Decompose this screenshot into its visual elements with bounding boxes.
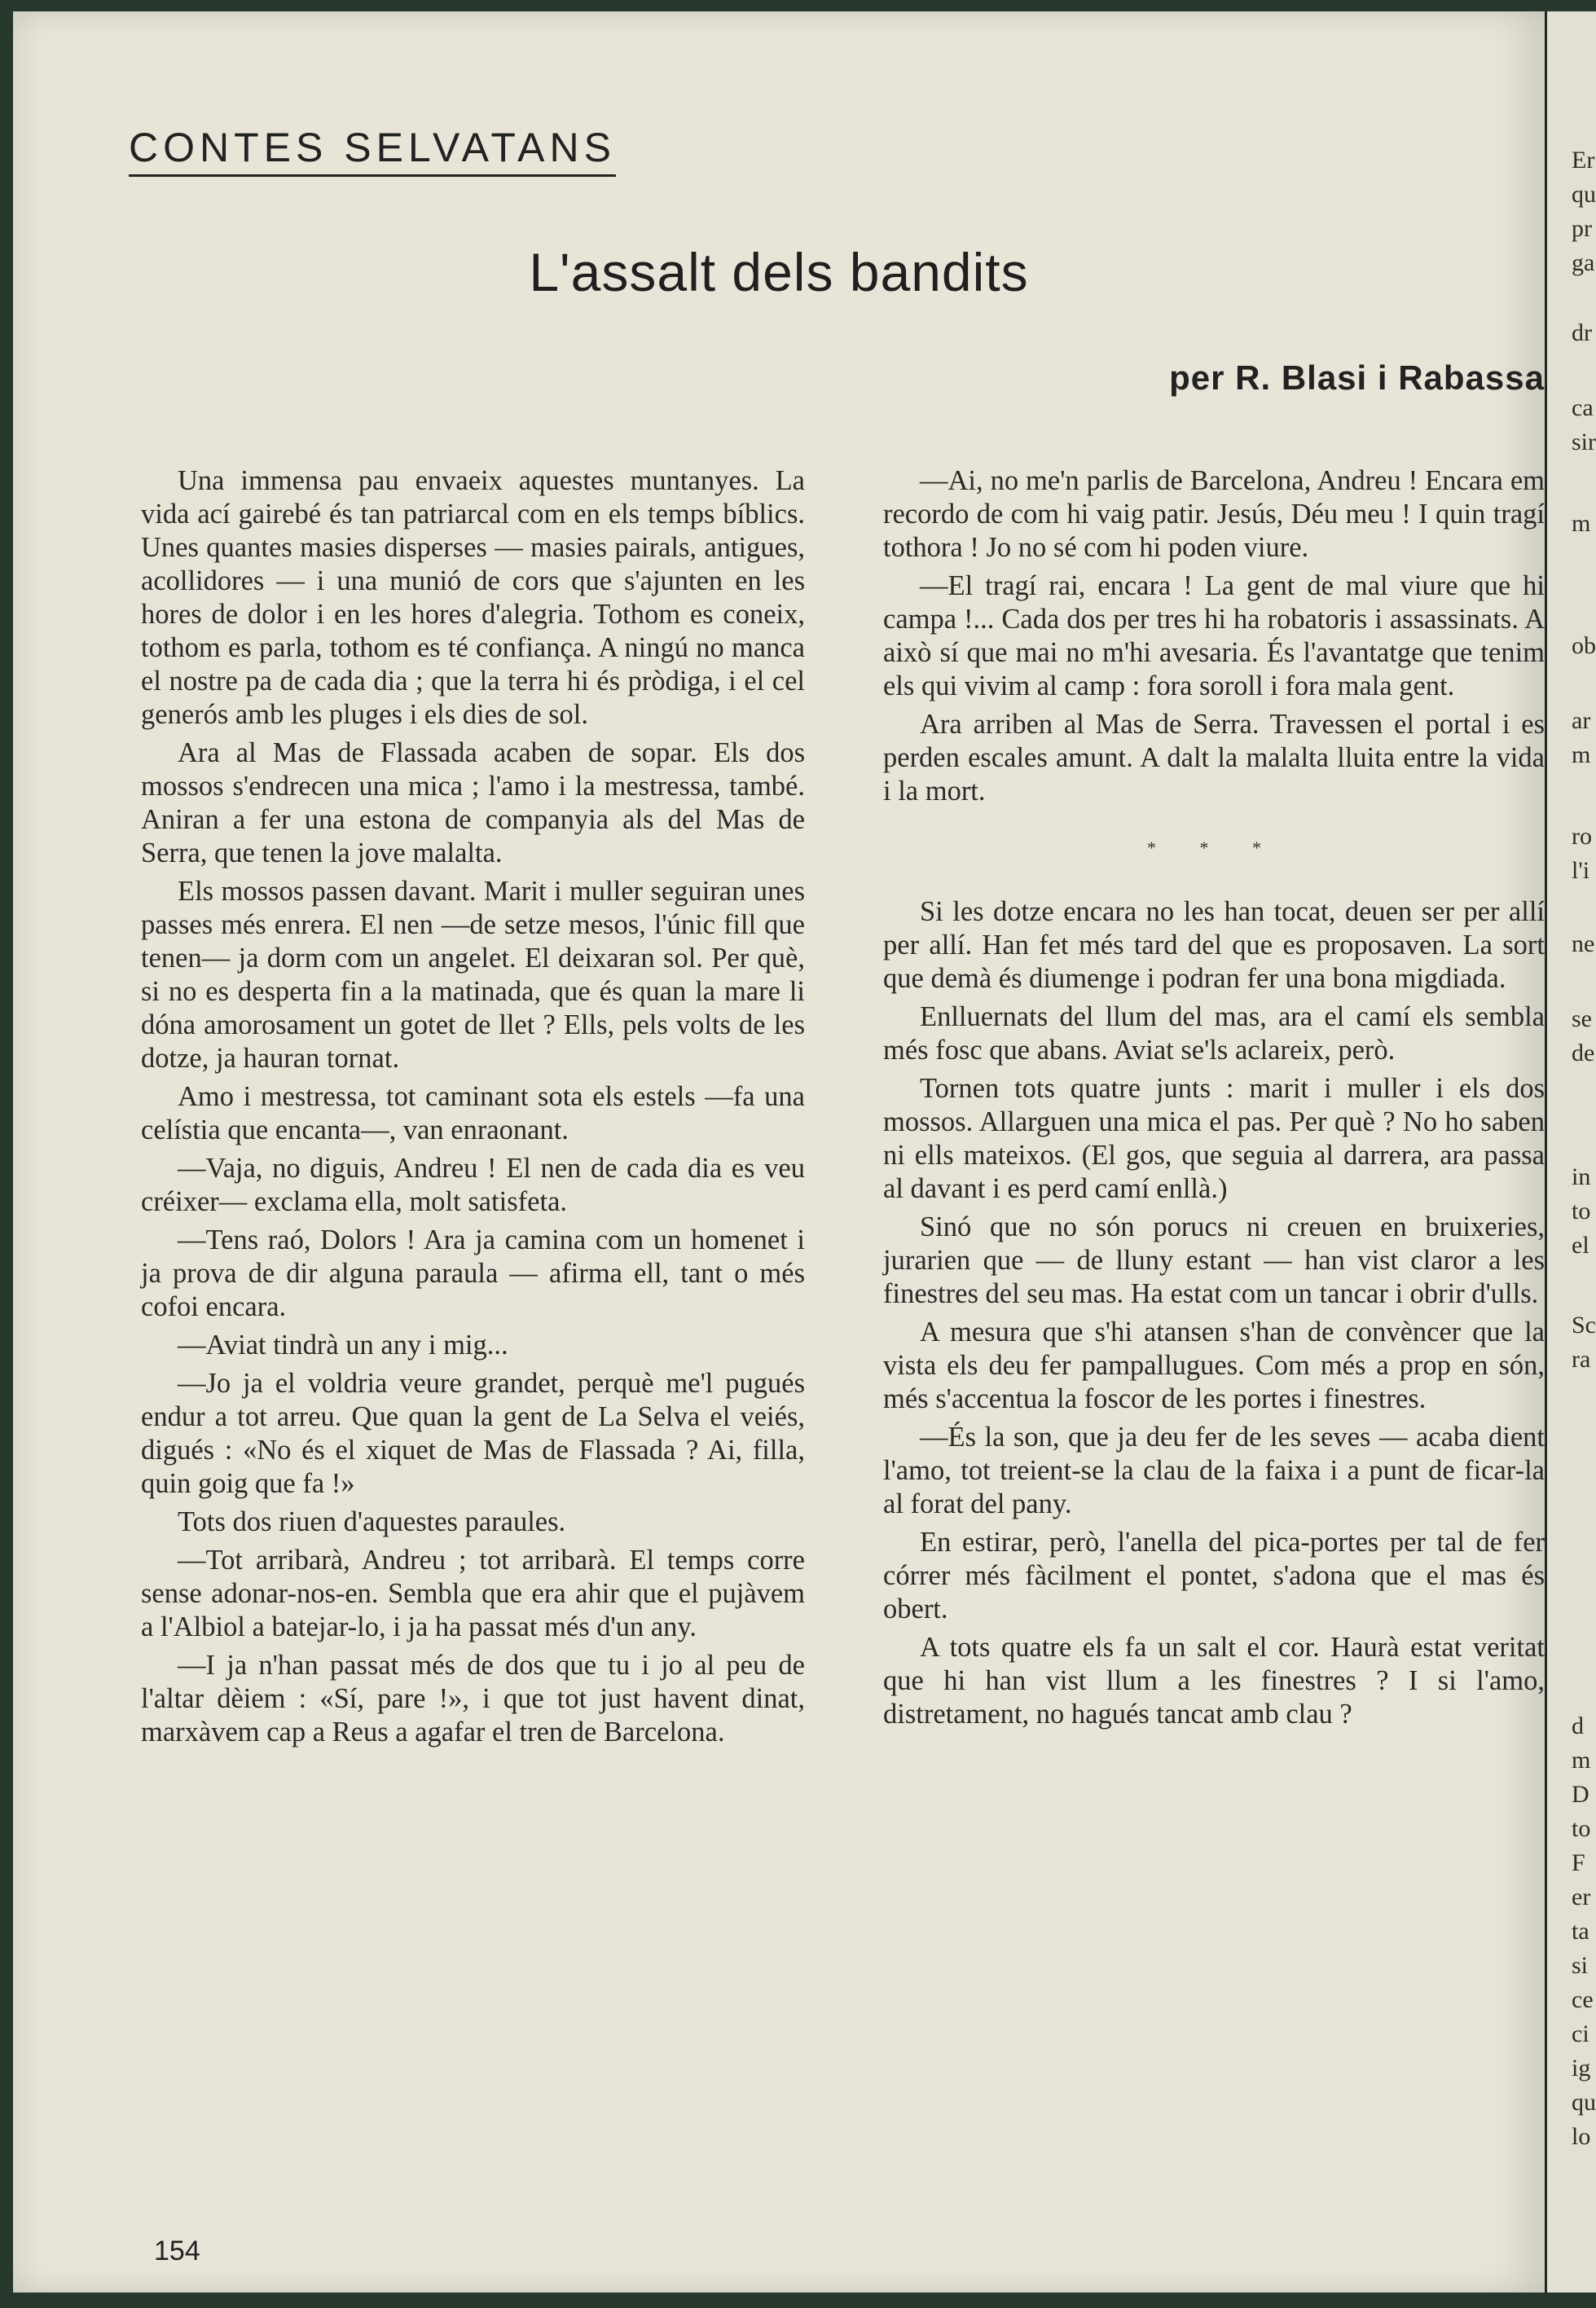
adjacent-page-text-fragment: ta [1572,1918,1589,1945]
adjacent-page-text-fragment: ci [1572,2020,1589,2047]
adjacent-page-text-fragment: ca [1572,394,1594,421]
paragraph: A tots quatre els fa un salt el cor. Haurà estat veritat que hi han vist llum a les finestres ? I si l'amo, distretament, no hagués tancat amb clau ? [883,1632,1545,1730]
adjacent-page-text-fragment: el [1572,1232,1589,1259]
left-column [141,464,805,1754]
section-separator: * * * [1147,837,1281,858]
paragraph: —I ja n'han passat més de dos que tu i jo al peu de l'altar dèiem : «Sí, pare !», i que tot just havent dinat, marxàvem cap a Reus a agafar el tren de Barcelona. [141,1650,805,1747]
right-column-first-part [883,464,1545,808]
adjacent-page-text-fragment: m [1572,510,1591,537]
article-author: per R. Blasi i Rabassa [1169,358,1545,397]
adjacent-page-edge [1545,11,1596,2293]
paragraph: —Aviat tindrà un any i mig... [178,1330,508,1361]
paragraph: —Tens raó, Dolors ! Ara ja camina com un homenet i ja prova de dir alguna paraula — afirma ell, tant o més cofoi encara. [141,1224,805,1322]
section-heading: CONTES SELVATANS [129,124,616,177]
paragraph: Una immensa pau envaeix aquestes muntanyes. La vida ací gairebé és tan patriarcal com en els temps bíblics. Unes quantes masies disperses — masies pairals, antigues, acollidores — i una munió de cors que s'ajunten en les hores de dolor i en les hores d'alegria. Tothom es coneix, tothom es parla, tothom es té confiança. A ningú no manca el nostre pa de cada dia ; que la terra hi és pròdiga, i el cel generós amb les pluges i els dies de sol. [141,465,805,730]
paragraph: Els mossos passen davant. Marit i muller seguiran unes passes més enrera. El nen —de setze mesos, l'únic fill que tenen— ja dorm com un angelet. El deixaran sol. Per què, si no es desperta fin a la matinada, que és quan la mare li dóna amorosament un gotet de llet ? Ells, pels volts de les dotze, ja hauran tornat. [141,876,805,1074]
adjacent-page-text-fragment: ne [1572,930,1595,957]
adjacent-page-text-fragment: ro [1572,823,1592,850]
adjacent-page-text-fragment: Er [1572,147,1595,174]
adjacent-page-text-fragment: Sc [1572,1312,1596,1339]
adjacent-page-text-fragment: si [1572,1952,1589,1979]
paragraph: —És la son, que ja deu fer de les seves — acaba dient l'amo, tot treient-se la clau de la faixa i a punt de ficar-la al forat del pany. [883,1422,1545,1519]
right-column-second-part [883,895,1545,1731]
paragraph: Si les dotze encara no les han tocat, deuen ser per allí per allí. Han fet més tard del que es proposaven. La sort que demà és diumenge i podran fer una bona migdiada. [883,896,1545,994]
adjacent-page-text-fragment: m [1572,1747,1591,1774]
adjacent-page-text-fragment: m [1572,741,1591,768]
paragraph: Enlluernats del llum del mas, ara el camí els sembla més fosc que abans. Aviat se'ls aclareix, però. [883,1001,1545,1066]
paragraph: —Vaja, no diguis, Andreu ! El nen de cada dia es veu créixer— exclama ella, molt satisfeta. [141,1153,805,1217]
paragraph: Ara arriben al Mas de Serra. Travessen el portal i es perden escales amunt. A dalt la malalta lluita entre la vida i la mort. [883,709,1545,807]
adjacent-page-text-fragment: dr [1572,319,1592,346]
adjacent-page-text-fragment: ob [1572,632,1596,659]
paragraph: Ara al Mas de Flassada acaben de sopar. Els dos mossos s'endrecen una mica ; l'amo i la mestressa, també. Aniran a fer una estona de companyia als del Mas de Serra, que tenen la jove malalta. [141,737,805,868]
paragraph: —El tragí rai, encara ! La gent de mal viure que hi campa !... Cada dos per tres hi ha robatoris i assassinats. A això sí que mai no m'hi avesaria. És l'avantatge que tenim els qui vivim al camp : fora soroll i fora mala gent. [883,570,1545,701]
paragraph: A mesura que s'hi atansen s'han de convèncer que la vista els deu fer pampallugues. Com més a prop en són, més s'accentua la foscor de les portes i finestres. [883,1317,1545,1414]
adjacent-page-text-fragment: ra [1572,1346,1591,1373]
paragraph: En estirar, però, l'anella del pica-portes per tal de fer córrer més fàcilment el pontet, s'adona que el mas és obert. [883,1527,1545,1624]
paragraph: Tornen tots quatre junts : marit i muller i els dos mossos. Allarguen una mica el pas. Per què ? No ho saben ni ells mateixos. (El gos, que seguia al darrera, ara passa al davant i es perd camí enllà.) [883,1073,1545,1204]
adjacent-page-text-fragment: qu [1572,181,1596,208]
paragraph: —Ai, no me'n parlis de Barcelona, Andreu ! Encara em recordo de com hi vaig patir. Jesús, Déu meu ! I quin tragí tothora ! Jo no sé com hi poden viure. [883,465,1545,563]
adjacent-page-text-fragment: ce [1572,1986,1594,2013]
adjacent-page-text-fragment: to [1572,1815,1591,1842]
adjacent-page-text-fragment: pr [1572,215,1592,242]
paragraph: Tots dos riuen d'aquestes paraules. [178,1506,566,1537]
adjacent-page-text-fragment: sir [1572,429,1596,455]
adjacent-page-text-fragment: D [1572,1781,1589,1808]
paragraph: Amo i mestressa, tot caminant sota els estels —fa una celístia que encanta—, van enraonant. [141,1081,805,1145]
adjacent-page-text-fragment: er [1572,1884,1591,1910]
article-title: L'assalt dels bandits [529,242,1029,302]
adjacent-page-text-fragment: d [1572,1712,1584,1739]
adjacent-page-text-fragment: se [1572,1005,1592,1032]
paragraph: —Jo ja el voldria veure grandet, perquè me'l pugués endur a tot arreu. Que quan la gent de La Selva el veiés, digués : «No és el xiquet de Mas de Flassada ? Ai, filla, quin goig que fa !» [141,1368,805,1499]
paragraph: —Tot arribarà, Andreu ; tot arribarà. El temps corre sense adonar-nos-en. Sembla que era ahir que el pujàvem a l'Albiol a batejar-lo, i ja ha passat més d'un any. [141,1545,805,1642]
page-number: 154 [154,2235,200,2266]
adjacent-page-text-fragment: ar [1572,707,1591,734]
adjacent-page-text-fragment: qu [1572,2089,1596,2116]
adjacent-page-text-fragment: de [1572,1040,1595,1066]
adjacent-page-text-fragment: to [1572,1198,1591,1224]
adjacent-page-text-fragment: in [1572,1163,1591,1190]
paragraph: Sinó que no són porucs ni creuen en bruixeries, jurarien que — de lluny estant — han vist claror a les finestres del seu mas. Ha estat com un tancar i obrir d'ulls. [883,1211,1545,1309]
adjacent-page-text-fragment: ga [1572,249,1595,276]
adjacent-page-text-fragment: lo [1572,2123,1591,2150]
adjacent-page-text-fragment: F [1572,1849,1585,1876]
adjacent-page-text-fragment: ig [1572,2055,1591,2082]
magazine-page [13,11,1545,2293]
right-column [883,464,1545,1736]
adjacent-page-text-fragment: l'i [1572,857,1590,884]
